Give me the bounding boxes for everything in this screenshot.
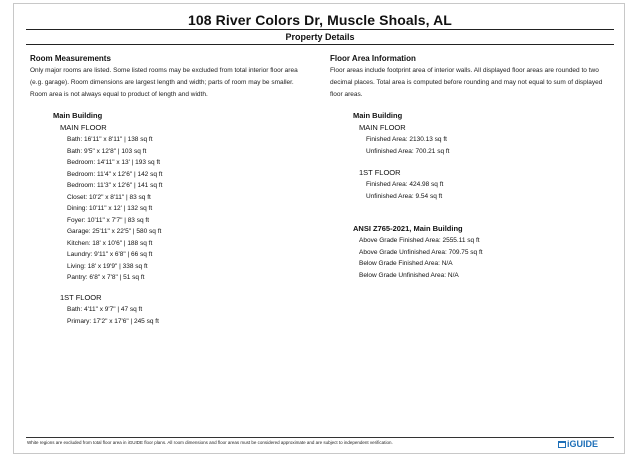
main-floor-area-list	[366, 134, 449, 157]
room-row: Foyer: 10'11" x 7'7" | 83 sq ft	[67, 216, 150, 224]
subtitle-divider	[26, 44, 614, 45]
room-row: Bedroom: 14'11" x 13' | 193 sq ft	[67, 159, 161, 166]
area-row: Finished Area: 424.98 sq ft	[366, 181, 444, 188]
room-row: Bath: 4'11" x 9'7" | 47 sq ft	[67, 306, 143, 313]
room-row: Pantry: 6'8" x 7'8" | 51 sq ft	[67, 274, 145, 281]
room-measurements-note	[30, 65, 320, 101]
note-line: Only major rooms are listed. Some listed rooms may be excluded from total interior floor area	[30, 67, 298, 74]
ansi-area-list	[359, 235, 483, 281]
area-main-floor-label: MAIN FLOOR	[359, 123, 406, 132]
area-first-floor-label: 1ST FLOOR	[359, 168, 401, 177]
room-row: Bath: 9'5" x 12'8" | 103 sq ft	[67, 147, 147, 155]
note-line: Floor areas include footprint area of interior walls. All displayed floor areas are rounded to two	[330, 67, 599, 74]
area-row: Finished Area: 2130.13 sq ft	[366, 136, 447, 143]
room-main-floor-label: MAIN FLOOR	[60, 123, 107, 132]
room-row: Primary: 17'2" x 17'6" | 245 sq ft	[67, 317, 159, 325]
note-line: floor areas.	[330, 91, 363, 98]
area-row: Unfinished Area: 9.54 sq ft	[366, 192, 443, 200]
ansi-row: Below Grade Unfinished Area: N/A	[359, 271, 459, 279]
room-first-floor-label: 1ST FLOOR	[60, 293, 102, 302]
footer-disclaimer: White regions are excluded from total floor area in iGUIDE floor plans. All room dimensions and floor areas must be considered approximate and are subject to independent verification.	[27, 440, 393, 445]
note-line: (e.g. garage). Room dimensions are largest length and width; parts of room may be smaller.	[30, 79, 294, 86]
first-floor-area-list	[366, 179, 443, 202]
room-measurements-heading: Room Measurements	[30, 54, 111, 63]
area-row: Unfinished Area: 700.21 sq ft	[366, 147, 450, 155]
page-subtitle: Property Details	[285, 32, 355, 42]
room-row: Closet: 10'2" x 8'11" | 83 sq ft	[67, 193, 151, 201]
page-title: 108 River Colors Dr, Muscle Shoals, AL	[188, 12, 452, 28]
room-row: Bedroom: 11'3" x 12'6" | 141 sq ft	[67, 182, 163, 189]
room-row: Bedroom: 11'4" x 12'6" | 142 sq ft	[67, 170, 163, 178]
room-row: Laundry: 9'11" x 6'8" | 66 sq ft	[67, 251, 153, 258]
floor-area-note	[330, 65, 620, 101]
room-building-label: Main Building	[53, 111, 103, 120]
ansi-row: Below Grade Finished Area: N/A	[359, 260, 453, 267]
floor-area-heading: Floor Area Information	[330, 54, 416, 63]
title-divider	[26, 29, 614, 30]
ansi-row: Above Grade Finished Area: 2555.11 sq ft	[359, 237, 480, 244]
footer-divider	[26, 437, 614, 438]
room-row: Living: 18' x 19'9" | 338 sq ft	[67, 262, 148, 270]
area-building-label: Main Building	[353, 111, 403, 120]
first-floor-room-list	[67, 304, 159, 327]
room-row: Kitchen: 18' x 10'6" | 188 sq ft	[67, 239, 153, 247]
note-line: Room area is not always equal to product of length and width.	[30, 91, 208, 98]
room-row: Bath: 16'11" x 8'11" | 138 sq ft	[67, 136, 153, 143]
room-row: Dining: 10'11" x 12' | 132 sq ft	[67, 205, 153, 212]
note-line: decimal places. Total area is computed before rounding and may not equal to sum of displayed	[330, 79, 603, 86]
house-icon	[558, 441, 566, 448]
ansi-row: Above Grade Unfinished Area: 709.75 sq ft	[359, 248, 483, 256]
main-floor-room-list	[67, 134, 162, 284]
brand-name: iGUIDE	[567, 439, 599, 449]
brand-logo	[558, 439, 598, 449]
ansi-heading: ANSI Z765-2021, Main Building	[353, 224, 463, 233]
room-row: Garage: 25'11" x 22'5" | 580 sq ft	[67, 228, 162, 235]
